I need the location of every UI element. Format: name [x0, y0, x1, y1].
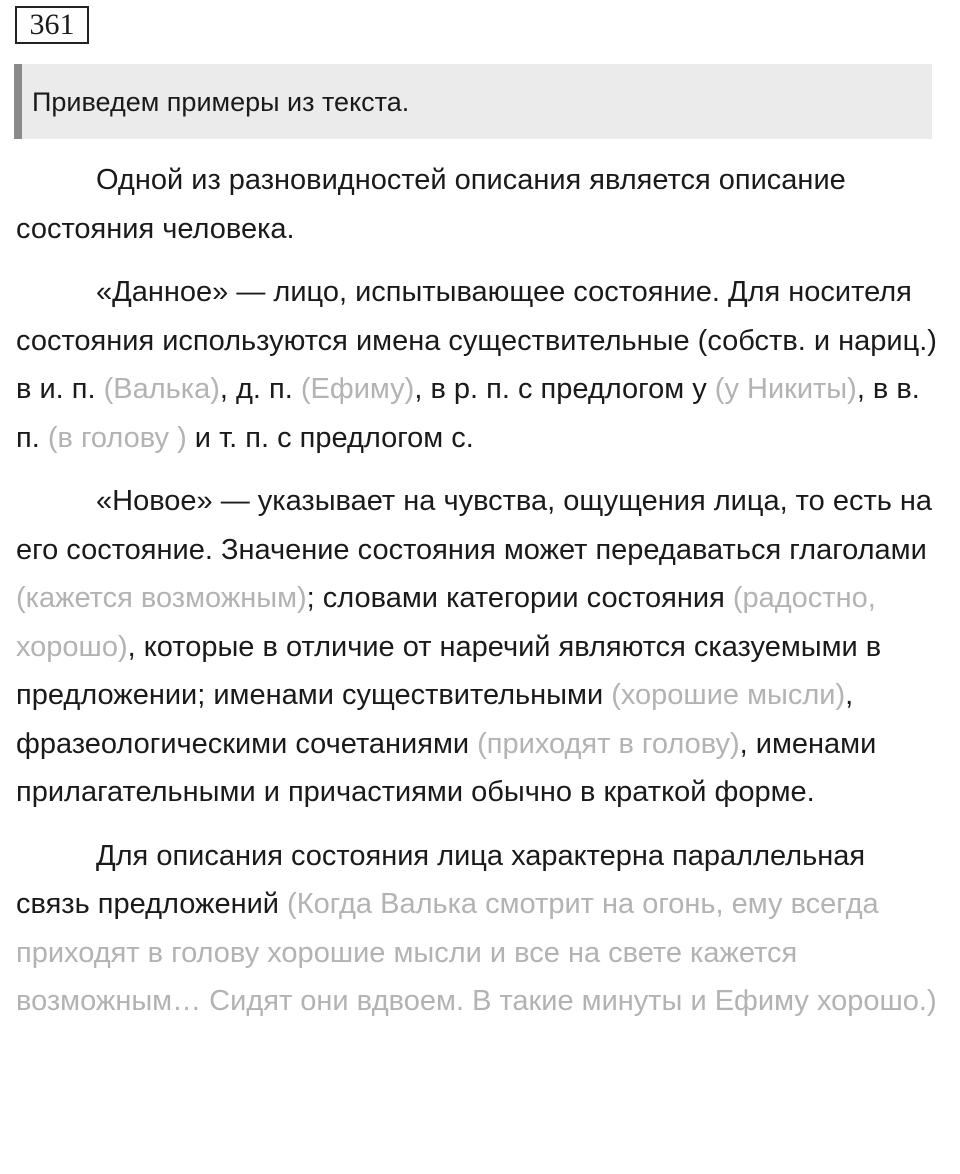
text-segment: , в в. п. [16, 373, 920, 454]
paragraph-3 [16, 477, 946, 817]
example-segment: (хорошие мысли) [611, 679, 846, 711]
header-text: Приведем примеры из текста. [32, 87, 410, 117]
example-segment: (радостно, хорошо) [16, 582, 876, 663]
task-number: 361 [15, 6, 89, 44]
text-segment: Одной из разновидностей описания является описание состояния человека. [16, 164, 846, 245]
paragraph-2 [16, 268, 946, 462]
example-segment: (Ефиму) [300, 373, 415, 405]
text-segment: Для описания состояния лица характерна параллельная связь предложений [16, 839, 866, 920]
text-segment: и т. п. с предлогом с. [186, 421, 474, 454]
example-segment: (у Никиты) [714, 373, 857, 405]
content [16, 156, 946, 1041]
example-segment: (приходят в голову) [477, 727, 740, 760]
header-bar [14, 64, 932, 139]
example-segment: (кажется возможным) [16, 582, 307, 614]
text-segment: «Новое» — указывает на чувства, ощущения лица, то есть на его состояние. Значение состояния может передаваться глаголами [16, 485, 933, 566]
paragraph-1 [16, 156, 946, 253]
text-segment: , именами прилагательными и причастиями обычно в краткой форме. [16, 727, 877, 808]
text-segment: , в р. п. с предлогом у [414, 373, 715, 405]
text-segment: «Данное» — лицо, испытывающее состояние. Для носителя состояния используются имена существительные (собств. и нариц.) в и. п. [16, 276, 937, 405]
example-segment: (Валька) [103, 373, 220, 405]
example-segment: (в голову ) [47, 421, 187, 454]
text-segment: , которые в отличие от наречий являются сказуемыми в предложении; именами существительными [16, 630, 882, 711]
example-segment: (Когда Валька смотрит на огонь, ему всегда приходят в голову хорошие мысли и все на свете кажется возможным… Сидят они вдвоем. В такие минуты и Ефиму хорошо.) [16, 888, 937, 1017]
text-segment: ; словами категории состояния [306, 582, 733, 614]
text-segment: , фразеологическими сочетаниями [16, 679, 854, 760]
paragraph-4 [16, 832, 946, 1026]
text-segment: , д. п. [219, 373, 301, 405]
